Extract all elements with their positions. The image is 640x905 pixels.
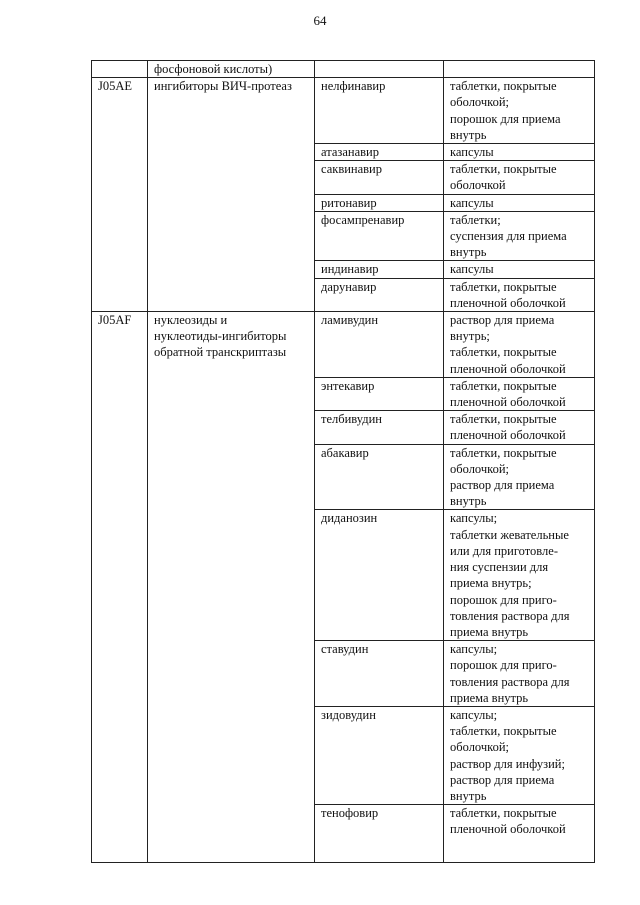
drug-name-cell — [315, 444, 444, 510]
drug-name: саквинавир — [321, 162, 382, 177]
dosage-form-line: внутрь — [450, 127, 487, 142]
dosage-form-line: оболочкой — [450, 178, 506, 193]
drug-name-cell — [315, 161, 444, 194]
table-row — [92, 312, 595, 378]
drug-name-cell — [315, 641, 444, 707]
dosage-form-line: товления раствора для — [450, 674, 570, 689]
atc-code-cell — [92, 78, 148, 312]
dosage-form-line: порошок для приго- — [450, 592, 557, 607]
dosage-form-cell — [444, 278, 595, 311]
drug-name-cell — [315, 411, 444, 444]
dosage-form-line: таблетки, покрытые — [450, 724, 557, 739]
drug-name-cell — [315, 510, 444, 641]
table-row — [92, 61, 595, 78]
dosage-form-line: раствор для приема — [450, 313, 555, 328]
dosage-form-line: пленочной оболочкой — [450, 395, 566, 410]
dosage-form-line: внутрь; — [450, 329, 490, 344]
dosage-form-line: капсулы — [450, 262, 494, 277]
dosage-form-line: капсулы — [450, 195, 494, 210]
dosage-form-cell — [444, 194, 595, 211]
dosage-form-cell — [444, 641, 595, 707]
drug-name: телбивудин — [321, 412, 382, 427]
dosage-form-line: раствор для приема — [450, 772, 555, 787]
drug-name-cell — [315, 61, 444, 78]
dosage-form-line: пленочной оболочкой — [450, 295, 566, 310]
dosage-form-line: внутрь — [450, 788, 487, 803]
drug-name-cell — [315, 211, 444, 261]
dosage-form-line: раствор для инфузий; — [450, 756, 565, 771]
dosage-form-cell — [444, 444, 595, 510]
dosage-form-line: оболочкой; — [450, 95, 509, 110]
drug-name-cell — [315, 706, 444, 804]
dosage-form-cell — [444, 144, 595, 161]
dosage-form-line: таблетки, покрытые — [450, 445, 557, 460]
dosage-form-line: капсулы; — [450, 511, 498, 526]
atc-code-cell — [92, 61, 148, 78]
dosage-form-cell — [444, 706, 595, 804]
dosage-form-line: пленочной оболочкой — [450, 361, 566, 376]
dosage-form-line: порошок для приго- — [450, 658, 557, 673]
dosage-form-line: таблетки жевательные — [450, 527, 569, 542]
drug-group-cell — [148, 312, 315, 863]
page-number: 64 — [313, 13, 327, 28]
dosage-form-line: капсулы; — [450, 642, 498, 657]
dosage-form-cell — [444, 312, 595, 378]
dosage-form-line: таблетки, покрытые — [450, 378, 557, 393]
dosage-form-line: приема внутрь — [450, 690, 529, 705]
dosage-form-line: раствор для приема — [450, 478, 555, 493]
dosage-form-line: таблетки, покрытые — [450, 279, 557, 294]
dosage-form-cell — [444, 161, 595, 194]
drug-group-cell — [148, 61, 315, 78]
drug-name: индинавир — [321, 262, 379, 277]
drug-group-line: обратной транскриптазы — [154, 345, 287, 360]
drug-name-cell — [315, 312, 444, 378]
drug-name: нелфинавир — [321, 79, 386, 94]
drug-name-cell — [315, 261, 444, 278]
drug-name: фосампренавир — [321, 212, 405, 227]
drug-name-cell — [315, 144, 444, 161]
drug-name: дарунавир — [321, 279, 377, 294]
dosage-form-cell — [444, 261, 595, 278]
dosage-form-line: таблетки; — [450, 212, 501, 227]
drug-name: энтекавир — [321, 378, 375, 393]
dosage-form-line: или для приготовле- — [450, 543, 558, 558]
drug-name: тенофовир — [321, 806, 379, 821]
dosage-form-line: капсулы — [450, 145, 494, 160]
drug-name: абакавир — [321, 445, 369, 460]
dosage-form-line: ния суспензии для — [450, 560, 549, 575]
dosage-form-line: внутрь — [450, 245, 487, 260]
dosage-form-line: приема внутрь — [450, 624, 529, 639]
drug-group-line: нуклеозиды и — [154, 313, 228, 328]
dosage-form-cell — [444, 78, 595, 144]
drug-name: атазанавир — [321, 145, 379, 160]
drug-group-line: ингибиторы ВИЧ-протеаз — [154, 79, 292, 94]
drug-table — [91, 60, 595, 863]
drug-name: ритонавир — [321, 195, 377, 210]
dosage-form-line: суспензия для приема — [450, 229, 567, 244]
drug-name: зидовудин — [321, 707, 376, 722]
drug-group-cell — [148, 78, 315, 312]
drug-name: диданозин — [321, 511, 378, 526]
dosage-form-cell — [444, 510, 595, 641]
atc-code-cell — [92, 312, 148, 863]
dosage-form-line: таблетки, покрытые — [450, 412, 557, 427]
drug-table-body — [92, 61, 595, 863]
dosage-form-line: товления раствора для — [450, 608, 570, 623]
dosage-form-line: капсулы; — [450, 707, 498, 722]
dosage-form-line: таблетки, покрытые — [450, 162, 557, 177]
table-row — [92, 78, 595, 144]
drug-name-cell — [315, 377, 444, 410]
dosage-form-line: порошок для приема — [450, 111, 561, 126]
dosage-form-line: приема внутрь; — [450, 576, 532, 591]
dosage-form-line: внутрь — [450, 494, 487, 509]
dosage-form-line: пленочной оболочкой — [450, 822, 566, 837]
dosage-form-cell — [444, 411, 595, 444]
drug-name-cell — [315, 194, 444, 211]
dosage-form-line: таблетки, покрытые — [450, 79, 557, 94]
atc-code: J05AF — [98, 313, 132, 328]
drug-name: ламивудин — [321, 313, 379, 328]
dosage-form-cell — [444, 805, 595, 862]
atc-code: J05AE — [98, 79, 133, 94]
drug-group-line: фосфоновой кислоты) — [154, 62, 273, 76]
drug-name-cell — [315, 278, 444, 311]
drug-name-cell — [315, 805, 444, 862]
dosage-form-line: таблетки, покрытые — [450, 806, 557, 821]
dosage-form-line: оболочкой; — [450, 461, 509, 476]
dosage-form-cell — [444, 377, 595, 410]
dosage-form-line: оболочкой; — [450, 740, 509, 755]
dosage-form-cell — [444, 61, 595, 78]
drug-group-line: нуклеотиды-ингибиторы — [154, 329, 287, 344]
dosage-form-cell — [444, 211, 595, 261]
dosage-form-line: таблетки, покрытые — [450, 345, 557, 360]
drug-name-cell — [315, 78, 444, 144]
dosage-form-line: пленочной оболочкой — [450, 428, 566, 443]
drug-name: ставудин — [321, 642, 369, 657]
